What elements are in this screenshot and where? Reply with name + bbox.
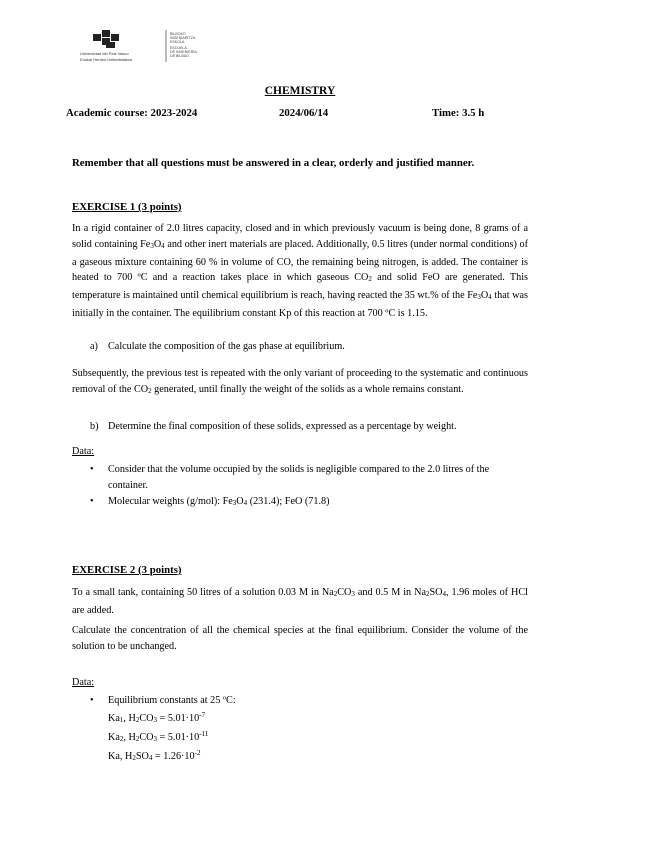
svg-text:DE INGENIERÍA: DE INGENIERÍA: [170, 50, 197, 54]
exercise-2-data-bullet-1: • Equilibrium constants at 25 ºC:: [90, 695, 236, 706]
exam-date: 2024/06/14: [279, 107, 329, 119]
logo-left-text-2: Euskal Herriko Unibertsitatea: [80, 57, 132, 62]
exercise-1-data-bullet-2: • Molecular weights (g/mol): $Fe_3O_4$ (231.4); FeO (71.8): [90, 496, 330, 507]
exercise-2-data-label: Data:: [72, 677, 95, 688]
question-b: b) Determine the final composition of these solids, expressed as a percentage by weight.: [90, 421, 457, 432]
svg-text:ESCUELA: ESCUELA: [170, 46, 187, 50]
exercise-2-statement: To a small tank, containing 50 litres of a solution 0.03 M in $Na_2CO_3$ and 0.5 M in $Na_2SO_4$, 1.96 moles of HCl are added.: [72, 587, 529, 616]
svg-text:INGENIARITZA: INGENIARITZA: [170, 36, 196, 40]
question-a: a) Calculate the composition of the gas phase at equilibrium.: [90, 341, 345, 352]
exercise-1-data-label: Data:: [72, 446, 95, 457]
constant-ka2: $Ka_2$, $H_2CO_3 = 5.01\cdot 10^{-11}$: [108, 730, 209, 743]
reminder-note: Remember that all questions must be answered in a clear, orderly and justified manner.: [72, 157, 475, 169]
logo-left-text-1: Universidad del País Vasco: [80, 51, 129, 56]
exercise-1-heading: EXERCISE 1 (3 points): [72, 201, 182, 213]
svg-text:ESKOLA: ESKOLA: [170, 40, 185, 44]
exercise-1-statement: In a rigid container of 2.0 litres capacity, closed and in which previously vacuum is being done, 8 grams of a solid containing $Fe_3O_4$ and other inert materials are placed. Additionally, 0.5 litres (under normal conditions) of a gaseous mixture containing 60 % in volume of CO, the remaining being nitrogen, is added. The container is heated to 700 ºC and a reaction takes place in which gaseous $CO_2$ and solid FeO are generated. This temperature is maintained until chemical equilibrium is reach, having reacted the 35 wt.% of the $Fe_3O_4$ that was initially in the container. The equilibrium constant Kp of this reaction at 700 ºC is 1.15.: [72, 223, 528, 319]
exercise-2-heading: EXERCISE 2 (3 points): [72, 564, 182, 576]
exam-time: Time: 3.5 h: [432, 107, 485, 119]
upv-emblem-icon: [80, 30, 133, 62]
svg-text:DE BILBAO: DE BILBAO: [170, 54, 189, 58]
university-logo: [78, 28, 228, 64]
exercise-2-question: Calculate the concentration of all the chemical species at the final equilibrium. Consider the volume of the solution to be unchanged.: [72, 625, 528, 652]
constant-ka1: $Ka_1$, $H_2CO_3 = 5.01\cdot 10^{-7}$: [108, 711, 206, 724]
constant-ka-h2so4: Ka, $H_2SO_4 = 1.26\cdot 10^{-2}$: [108, 749, 201, 762]
engineering-school-logo: [170, 31, 200, 61]
page-title: CHEMISTRY: [264, 85, 336, 97]
exercise-1-data-bullet-1: • Consider that the volume occupied by the solids is negligible compared to the 2.0 litres of the container.: [90, 464, 490, 491]
svg-text:BILBOKO: BILBOKO: [170, 32, 186, 36]
academic-course: Academic course: 2023-2024: [66, 107, 198, 119]
exercise-1-followup: Subsequently, the previous test is repeated with the only variant of proceeding to the systematic and continuous removal of the $CO_2$ generated, until finally the weight of the solids as a whole remains constant.: [72, 368, 528, 395]
